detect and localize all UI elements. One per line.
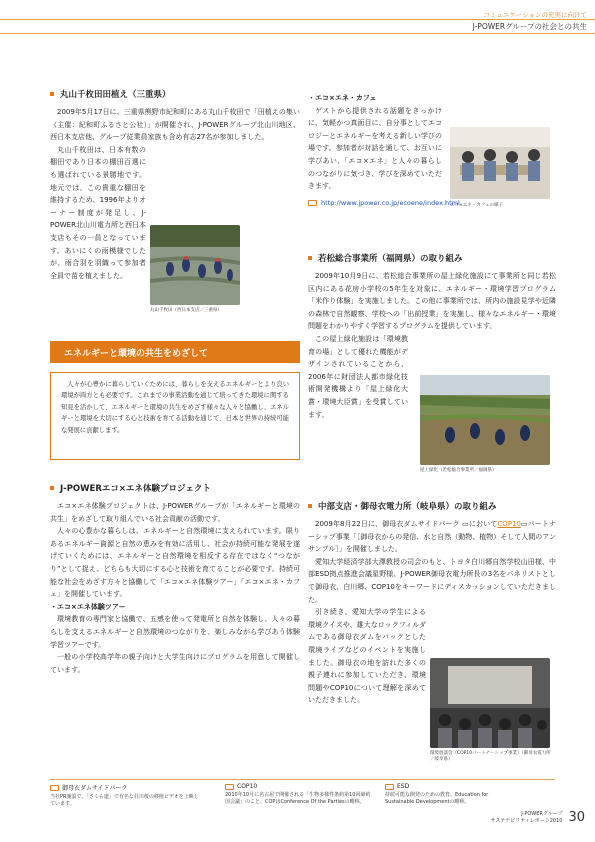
environment-talk-caption: 環境放談会（COP10パートナーシップ事業）（御母衣電力所／岐阜県） [430, 751, 551, 762]
square-bullet-icon [50, 92, 54, 96]
rooftop-greening-photo [420, 375, 550, 465]
footnote-rule [50, 779, 555, 780]
ecoene-tour-paragraph: 環境教育の専門家と協働で、五感を使って発電所と自然を体験し、人々の暮らしを支えるエネルギーと自然環境のつながりを、楽しみながら学びあう体験学習ツアーです。 [50, 615, 300, 649]
maruyama-paragraph-2: 丸山千枚田は、日本有数の棚田であり日本の棚田百選にも選ばれている景勝地です。地元では、この貴重な棚田を維持するため、1996年よりオーナー制度が発足し、J-POWER北山川電力所と西日本支店もその一員となっています。あいにくの雨模様でしたが、雨合羽を羽織って参加者全員で苗を植えました。 [50, 145, 146, 280]
book-icon [225, 784, 234, 790]
book-icon: ▭ [520, 520, 528, 528]
footnote-cop10: COP10 2010年10月に名古屋で開催される「生物多様性条約第10回締約国会議」のこと。COPはConference Of the Partiesの略称。 [225, 783, 371, 806]
mission-statement-text: 人々が心豊かに暮らしていくためには、暮らしを支えるエネルギーとより良い環境が両方とも必要です。これまでの事業活動を通じて培ってきた環境に関する知見を活かして、エネルギーと環境の共生をめざす様々な人々と協働し、エネルギーと環境を大切にする心と技術を育てる活動を通じて、日本と世界の持続可能な発展に貢献します。 [61, 381, 289, 434]
ecoene-tour-paragraph-2: 一般の小学校高学年の親子向けと大学生向けにプログラムを用意して開催しています。 [50, 653, 300, 674]
rooftop-greening-caption: 屋上緑化（若松総合事業所／福岡県） [420, 468, 497, 473]
miboro-paragraph-3: 引き続き、愛知大学の学生による環境クイズや、雄大なロックフィルダムである御母衣ダムをバックとした環境ライブなどのイベントを実施しました。御母衣の地を訪れた多くの親子連れに参加していただき、環境問題やCOP10について理解を深めていただきました。 [308, 608, 426, 705]
ecoene-url-link[interactable]: http://www.jpower.co.jp/ecoene/index.html [308, 199, 556, 207]
square-bullet-icon [308, 504, 312, 508]
header-rule-top [0, 19, 595, 20]
ecoene-cafe-caption: エコ×エネ・カフェの様子 [450, 203, 504, 208]
section-title-ecoene: J-POWERエコ×エネ体験プロジェクト [50, 482, 300, 494]
energy-environment-banner: エネルギーと環境の共生をめざして [50, 341, 300, 363]
ecoene-cafe-paragraph: ゲストから提供される話題をきっかけに、気軽かつ真面目に、自分事としてエコロジーとエネルギーを考える新しい学びの場です。参加者が対話を通して、お互いに学びあい、「エコ×エネ」と人々の暮らしのつながりに気づき、学びを深めていただきます。 [308, 106, 442, 191]
footnote-miboro-park: 御母衣ダムサイドパーク 当社PR施設で、「さくら道」で有名な荘川桜の移植ビデオを上映しています。 [50, 785, 199, 808]
maruyama-paragraph-1: 2009年5月17日に、三重県熊野市紀和町にある丸山千枚田で「田植えの集い（主催：紀和町ふるさと公社）」が開催され、J-POWERグループ北山川地区、西日本支店他、グループ従業員家族も含め有志27名が参加しました。 [50, 108, 300, 142]
ecoene-cafe-photo [450, 127, 550, 199]
wakamatsu-paragraph-2: この屋上緑化施設は「環境教育の場」として優れた機能がデザインされていることから、2006年に財団法人都市緑化技術開発機構より「屋上緑化大賞・環境大臣賞」を受賞しています。 [308, 334, 408, 419]
mission-statement-box [50, 372, 300, 460]
section-title-maruyama: 丸山千枚田田植え（三重県） [50, 88, 300, 100]
book-icon [385, 784, 394, 790]
square-bullet-icon [308, 256, 312, 260]
header-title: J-POWERグループの社会との共生 [472, 22, 587, 31]
miboro-paragraph-1: 2009年8月22日に、御母衣ダムサイドパーク ▭においてCOP10▭パートナーシップ事業「［御母衣からの発信、水と自然（動物、植物）そして人間のアンサンブル］」を開催しました。 [308, 520, 557, 554]
ecoene-tour-heading: ・エコ×エネ体験ツアー [50, 602, 126, 611]
ecoene-paragraph-2: 人々の心豊かな暮らしは、エネルギーと自然環境に支えられています。限りあるエネルギー資源と自然の恵みを有効に活用し、社会が持続可能な発展を遂げていくためには、エネルギーと自然環境を相反する存在ではなく“つながり”として捉え、どちらも大切にする心と技術を育てることが必要です。持続可能な社会をめざす方々と協働して「エコ×エネ体験ツアー」「エコ×エネ・カフェ」を開催しています。 [50, 527, 300, 599]
footnote-esd: ESD 持続可能な開発のための教育。Education for Sustainable Developmentの略称。 [385, 783, 489, 806]
ecoene-project-block [50, 482, 300, 676]
book-icon: ▭ [459, 520, 469, 528]
page-number: 30 [568, 810, 585, 825]
wakamatsu-paragraph-1: 2009年10月9日に、若松総合事業所の屋上緑化施設にて事業所と同じ若松区内にある花房小学校の5年生を対象に、エネルギー・環境学習プログラム「米作り体験」を実施しました。この他に事業所では、所内の施設見学や近隣の森林で自然観察、学校への「出前授業」を実施し、様々なエネルギー・環境問題をわかりやすく学習するプログラムを提供しています。 [308, 272, 556, 331]
environment-talk-photo [430, 658, 550, 748]
header-rule-bottom [0, 33, 595, 34]
pc-icon [308, 200, 317, 206]
header-subtitle: コミュニケーションの充実に向けて [483, 11, 587, 19]
cop10-term: COP10 [497, 520, 521, 528]
rice-terrace-caption: 丸山千枚田（西日本支店／三重県） [150, 308, 222, 313]
book-icon [50, 785, 59, 791]
section-title-miboro: 中部支店・御母衣電力所（岐阜県）の取り組み [308, 500, 556, 512]
page-number-block: J-POWERグループ サステナビリティレポート2010 30 [490, 810, 585, 825]
section-title-wakamatsu: 若松総合事業所（福岡県）の取り組み [308, 252, 556, 264]
ecoene-paragraph-1: エコ×エネ体験プロジェクトは、J-POWERグループが「エネルギーと環境の共生」をめざして取り組んでいる社会貢献の活動です。 [50, 502, 300, 523]
ecoene-cafe-heading: ・エコ×エネ・カフェ [308, 94, 377, 102]
square-bullet-icon [50, 486, 54, 490]
rice-terrace-photo [150, 225, 240, 305]
miboro-paragraph-2: 愛知大学経済学部大澤教授の司会のもと、トヨタ白川郷自然学校山田様、中部ESD拠点推進会議星野様、J-POWER御母衣電力所長の3名をパネリストとして御母衣、白川郷、COP10をキーワードにディスカッションしていただきました。 [308, 557, 556, 604]
